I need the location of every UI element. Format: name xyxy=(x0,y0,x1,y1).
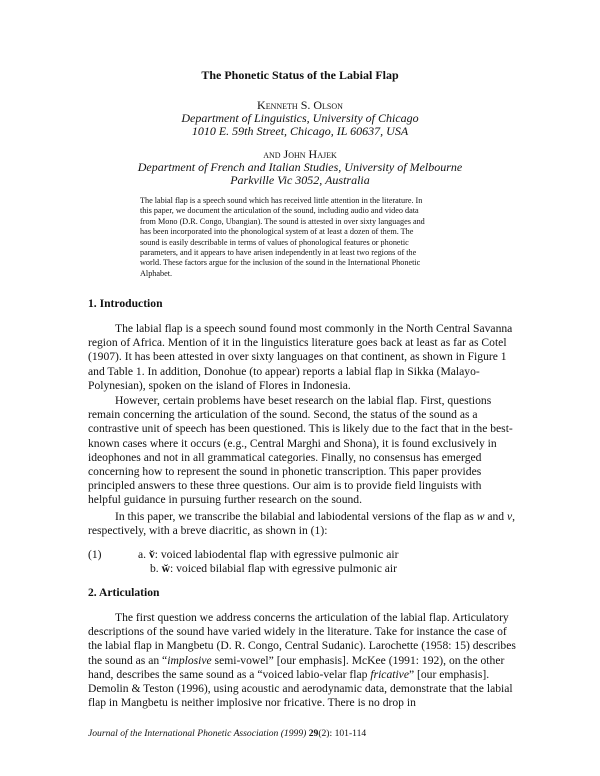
labiodental-flap-symbol: v̆ xyxy=(148,548,155,561)
author-2-affiliation: Department of French and Italian Studies, University of Melbourne xyxy=(137,160,463,174)
abstract-line: has been incorporated into the phonological system of at least a dozen of them. The xyxy=(140,227,414,237)
symbol-v: v xyxy=(507,510,513,523)
section-heading-articulation: 2. Articulation xyxy=(88,586,160,599)
abstract xyxy=(140,196,470,279)
author-1-name: Kenneth S. Olson xyxy=(257,98,343,112)
author-1-address: 1010 E. 59th Street, Chicago, IL 60637, USA xyxy=(191,124,409,138)
example-item-a: a. v̆: voiced labiodental flap with egressive pulmonic air xyxy=(138,548,399,561)
volume-number: 29 xyxy=(308,728,319,739)
abstract-line: world. These factors argue for the inclusion of the sound in the International Phonetic xyxy=(140,258,421,268)
intro-p3-text: In this paper, we transcribe the bilabial and labiodental versions of the flap as xyxy=(115,510,477,523)
intro-p3-text: , respectively, with a breve diacritic, as shown in (1): xyxy=(88,510,516,538)
paper-title: The Phonetic Status of the Labial Flap xyxy=(201,68,399,82)
abstract-line: this paper, we document the articulation of the sound, including audio and video data xyxy=(140,206,419,216)
example-number: (1) xyxy=(88,548,102,561)
author-1-affiliation: Department of Linguistics, University of Chicago xyxy=(181,111,419,125)
section-heading-introduction: 1. Introduction xyxy=(88,297,163,310)
articulation-paragraph-1: The first question we address concerns the articulation of the labial flap. Articulatory descriptions of the sound have varied widely in the literature. Take for instance the case of the labial flap in Mangbetu (D. R. Congo, Central Sudanic). Larochette (1958: 15) describes the sound as an “implosive semi-vowel” [our emphasis]. McKee (1991: 192), on the other hand, describes the same sound as a “voiced labio-velar flap fricative” [our emphasis]. Demolin & Teston (1996), using acoustic and aerodynamic data, demonstrate that the labial flap in Mangbetu is neither implosive nor fricative. There is no drop in xyxy=(88,611,516,710)
abstract-line: Alphabet. xyxy=(140,268,173,278)
author-2-address: Parkville Vic 3052, Australia xyxy=(230,173,370,187)
intro-paragraph-2: However, certain problems have beset research on the labial flap. First, questions remain concerning the articulation of the sound. Second, the status of the sound as a contrastive unit of speech has been questioned. This is likely due to the fact that in the best-known cases where it occurs (e.g., Central Marghi and Shona), it is found exclusively in ideophones and not in all grammatical categories. Finally, no consensus has emerged concerning how to represent the sound in phonetic transcription. This paper provides principled answers to these three questions. Our aim is to provide field linguists with helpful guidance in pursuing further research on the sound. xyxy=(88,394,513,507)
abstract-line: parameters, and it appears to have arisen independently in at least two regions of the xyxy=(140,248,417,258)
symbol-w: w xyxy=(476,510,485,523)
bilabial-flap-symbol: w̆ xyxy=(161,562,170,576)
abstract-line: from Mono (D.R. Congo, Ubangian). The sound is attested in over sixty languages and xyxy=(140,216,425,226)
example-item-b: b. w̆: voiced bilabial flap with egressive pulmonic air xyxy=(150,562,397,576)
intro-paragraph-1: The labial flap is a speech sound found most commonly in the North Central Savanna region of Africa. Mention of it in the linguistics literature goes back at least as far as Cotel (1907). It has been attested in over sixty languages on that continent, as shown in Figure 1 and Table 1. In addition, Donohue (to appear) reports a labial flap in Sikka (Malayo-Polynesian), spoken on the island of Flores in Indonesia. xyxy=(88,322,513,392)
intro-paragraph-3 xyxy=(88,510,516,538)
author-2-name: and John Hajek xyxy=(263,147,337,161)
intro-p3-text: and xyxy=(484,510,508,523)
abstract-line: sound is easily describable in terms of values of phonological features or phonetic xyxy=(140,237,409,247)
abstract-line: The labial flap is a speech sound which has received little attention in the literature. In xyxy=(140,196,423,205)
journal-footer: Journal of the International Phonetic Association (1999) 29(2): 101-114 xyxy=(88,728,367,739)
example-1 xyxy=(88,548,516,578)
example-items xyxy=(138,548,518,576)
